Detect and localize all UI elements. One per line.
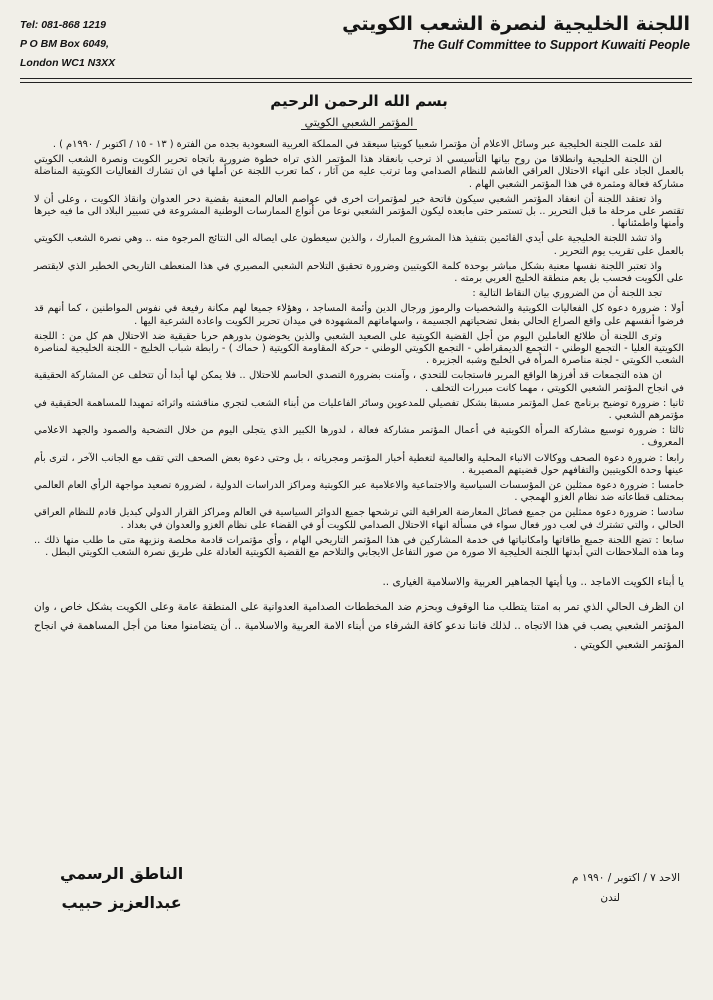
closing-salutation: يا أبناء الكويت الاماجد .. ويا أيتها الجماهير العربية والاسلامية الغيارى ..: [382, 576, 684, 589]
date-block: [572, 868, 680, 908]
letter-body: [34, 92, 684, 661]
letterhead: [14, 10, 700, 82]
po-box: P O BM Box 6049,: [20, 38, 109, 50]
org-name-english: The Gulf Committee to Support Kuwaiti People: [412, 38, 690, 52]
contact-block: [20, 16, 115, 73]
basmala: بسم الله الرحمن الرحيم: [270, 92, 448, 110]
signatory-name: عبدالعزيز حبيب: [61, 893, 182, 912]
paragraph: ان اللجنة الخليجية وانطلاقا من روح بيانها التأسيسي اذ ترحب بانعقاد هذا المؤتمر الذي تراه خطوة ضرورية باتجاه تحرير الكويت ونصرة الشعب الكويتي بالعمل الجاد على انهاء الاحتلال العراقي الغاشم للنظام الصدامي وما ترتب عليه من آثار ، كما تعرب اللجنة عن أملها في ان تشارك الفعاليات الكويتية المناضلة مشاركة فعالة ومثمرة في هذا المؤتمر الشعبي الهام .: [34, 154, 684, 190]
subtitle-text: المؤتمر الشعبي الكويتي: [301, 116, 418, 130]
header-rule: [20, 78, 692, 79]
paragraph: تجد اللجنة أن من الضروري بيان النقاط التالية :: [472, 288, 662, 300]
organization-name: [342, 12, 690, 54]
point-2: ثانيا : ضرورة توضيح برنامج عمل المؤتمر مسبقا بشكل تفصيلي للمدعوين وسائر الفاعليات من أبناء الشعب لتجري مناقشته واثرائه تمهيدا للمساهمة الحقيقية في مؤتمرهم الشعبي .: [34, 397, 684, 422]
letter-date: الاحد ٧ / اكتوبر / ١٩٩٠ م: [572, 872, 680, 884]
paragraph: لقد علمت اللجنة الخليجية عبر وسائل الاعلام أن مؤتمرا شعبيا كويتيا سيعقد في المملكة العربية السعودية بجده من الفترة ( ١٣ - ١٥ / اكتوبر / ١٩٩٠م ) .: [52, 139, 662, 150]
point-3: ثالثا : ضرورة توسيع مشاركة المرأة الكويتية في أعمال المؤتمر مشاركة فعالة ، لدورها الكبير الذي يتجلى اليوم من خلال التضحية والصمود والجهد الاعلامي المعروف .: [34, 425, 684, 449]
point-6: سادسا : ضرورة دعوة ممثلين من جميع فصائل المعارضة العراقية التي ترشحها جميع الدوائر السياسية في العالم ومراكز القرار الدولي كبديل قادم للنظام العراقي الحالي ، والتي تشترك في لعب دور فعال سواء في مسألة انهاء الاحتلال الصدامي للكويت أو في القضاء على نظام الغزو والعدوان في بغداد .: [34, 507, 684, 531]
point-1: أولا : ضرورة دعوة كل الفعاليات الكويتية والشخصيات والرموز ورجال الدين وأئمة المساجد ، وهؤلاء جميعا لهم مكانة رفيعة في نفوس المواطنين ، كما أنهم قد فرضوا أنفسهم على واقع الصراع الحالي بفعل تضحياتهم الجسيمة ، واسهاماتهم المشهودة في ميدان تحرير الكويت واعادة الشرعية اليها .: [34, 303, 684, 327]
paragraphs: [34, 139, 684, 559]
paragraph: ان هذه التجمعات قد أفرزها الواقع المرير فاستجابت للتحدي ، وآمنت بضرورة التصدي الحاسم للاحتلال .. فلا يمكن لها أبدا أن تتخلف عن المشاركة الحقيقية في انجاح المؤتمر الشعبي الكويتي ، مهما كانت مبررات التخلف .: [34, 370, 684, 394]
header-rule-thin: [20, 82, 692, 83]
closing-appeal: [34, 573, 684, 655]
city-address: London WC1 N3XX: [20, 57, 116, 69]
signature-block: [60, 860, 183, 918]
paragraph: واذ تشد اللجنة الخليجية على أيدي القائمين بتنفيذ هذا المشروع المبارك ، والذين سيعطون على ايصاله الى النتائج المرجوة منه .. وهي نصرة الشعب الكويتي بالعمل على تقريب يوم التحرير .: [34, 233, 684, 257]
point-7: سابعا : تضع اللجنة جميع طاقاتها وامكانياتها في خدمة المشاركين في هذا المؤتمر التاريخي الهام ، وأي مؤتمرات قادمة مخلصة ونزيهة متى ما طلب منها ذلك .. وما هذه الملاحظات التي أبدتها اللجنة الخليجية الا صورة من صور التفاعل الايجابي والتلاحم مع القضية الكويتية العادلة على طريق نصرة الشعب الكويتي البطل .: [34, 534, 684, 559]
document-subtitle: [34, 116, 684, 129]
point-4: رابعا : ضرورة دعوة الصحف ووكالات الانباء المحلية والعالمية لتغطية أخبار المؤتمر ومجرياته ، بل وحتى دعوة بعض الصحف التي تقف مع الجانب الآخر ، لترى بأم عينها وحدة الكويتيين والتفافهم حول قضيتهم المصيرية .: [34, 452, 684, 476]
org-name-arabic: اللجنة الخليجية لنصرة الشعب الكويتي: [342, 13, 690, 35]
point-5: خامسا : ضرورة دعوة ممثلين عن المؤسسات السياسية والاجتماعية والاعلامية عبر الكويتية ومراكز الدراسات الدولية ، لضرورة تصعيد مواجهة الرأي العام العالمي بمختلف قطاعاته ضد نظام الغزو الهمجي .: [34, 480, 684, 504]
paragraph: واذ تعتبر اللجنة نفسها معنية بشكل مباشر بوحدة كلمة الكويتيين وضرورة تحقيق التلاحم الشعبي المصيري في هذا المنعطف التاريخي الخطير الذي لايقتصر على الكويت فحسب بل يعم منطقة الخليج العربي برمته .: [34, 260, 684, 285]
closing-paragraph: ان الظرف الحالي الذي تمر به امتنا يتطلب منا الوقوف وبحزم ضد المخططات الصدامية العدوانية على المنطقة عامة وعلى الكويت بشكل خاص ، وان المؤتمر الشعبي يصب في هذا الاتجاه .. لذلك فاننا ندعو كافة الشرفاء من أبناء الامة العربية والاسلامية .. أن يتضامنوا معنا من أجل المساهمة في انجاح المؤتمر الشعبي الكويتي .: [34, 601, 684, 652]
signatory-title: الناطق الرسمي: [60, 864, 184, 883]
paragraph: وترى اللجنة أن طلائع العاملين اليوم من أجل القضية الكويتية على الصعيد الشعبي والذين يخوضون بدورهم حربا حقيقية ضد الاحتلال هم كل من : اللجنة الكويتية العليا - التجمع الوطني - التجمع الديمقراطي - التجمع الكويتي الوطني - حركة المقاومة الكويتية ( حماك ) - رابطة شباب الخليج - اللجنة الخليجية لمناصرة الشعب الكويتي - لجنة مناصرة المرأة في الخليج وشبه الجزيرة .: [34, 330, 684, 367]
telephone: Tel: 081-868 1219: [20, 19, 107, 31]
letter-footer: [60, 860, 680, 970]
letter-place: لندن: [600, 892, 620, 904]
paragraph: واذ تعتقد اللجنة أن انعقاد المؤتمر الشعبي سيكون فاتحة خير لمؤتمرات اخرى في عواصم العالم المعنية بقضية دحر العدوان وانقاذ الكويت ، وعلى أن لا تقتصر على مرحلة ما قبل التحرير .. بل تستمر حتى مابعده ليكون المؤتمر الشعبي نوعا من أنواع الممارسات الوطنية المشروعة في تسيير البلاد الى ما فيه خيرها وأمنها واطمئنانها .: [34, 193, 684, 230]
